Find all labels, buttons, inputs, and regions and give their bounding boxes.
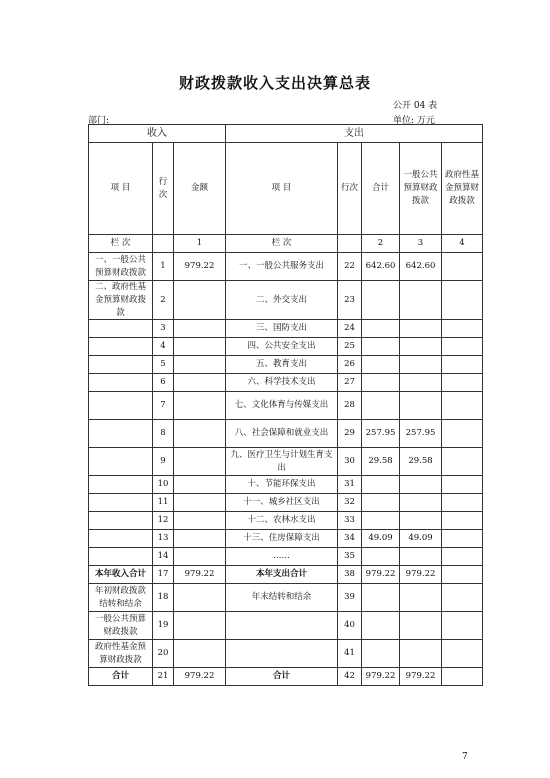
- gov-fund-amount-cell: [442, 448, 483, 476]
- table-row: [89, 640, 483, 668]
- expense-total-cell: [362, 356, 400, 374]
- income-amount-cell: [174, 420, 226, 448]
- gov-fund-amount-cell: [442, 374, 483, 392]
- income-row-no-cell: 4: [153, 338, 174, 356]
- table-row: [89, 338, 483, 356]
- department-label: 部门:: [88, 116, 110, 126]
- income-section-header: 收入: [89, 125, 226, 143]
- expense-item-cell: 十一、城乡社区支出: [226, 494, 338, 512]
- income-item-cell: [89, 320, 153, 338]
- expense-section-header: 支出: [226, 125, 483, 143]
- table-row: [89, 584, 483, 612]
- general-budget-amount-cell: [400, 584, 442, 612]
- income-amount-cell: [174, 392, 226, 420]
- column-index-1: 1: [174, 235, 226, 253]
- table-row: [89, 320, 483, 338]
- income-row-no-cell: 14: [153, 548, 174, 566]
- income-item-header: 项 目: [89, 143, 153, 235]
- expense-total-cell: 29.58: [362, 448, 400, 476]
- expense-total-cell: [362, 338, 400, 356]
- gov-fund-amount-cell: [442, 584, 483, 612]
- general-budget-amount-cell: [400, 476, 442, 494]
- expense-item-cell: 七、文化体育与传媒支出: [226, 392, 338, 420]
- gov-fund-amount-cell: [442, 548, 483, 566]
- expense-total-cell: [362, 640, 400, 668]
- expense-total-cell: 979.22: [362, 566, 400, 584]
- table-row: [89, 420, 483, 448]
- table-row: [89, 566, 483, 584]
- table-row: [89, 356, 483, 374]
- table-row: [89, 668, 483, 686]
- general-budget-amount-cell: [400, 548, 442, 566]
- form-code: 公开 04 表: [393, 101, 438, 111]
- expense-row-no-cell: 35: [338, 548, 362, 566]
- income-row-no-cell: 19: [153, 612, 174, 640]
- expense-total-cell: [362, 281, 400, 320]
- expense-item-cell: 一、一般公共服务支出: [226, 253, 338, 281]
- expense-item-cell: 八、社会保障和就业支出: [226, 420, 338, 448]
- gov-fund-amount-cell: [442, 420, 483, 448]
- income-item-cell: 合计: [89, 668, 153, 686]
- income-row-no-cell: 17: [153, 566, 174, 584]
- unit-label: 单位: 万元: [393, 116, 435, 126]
- income-amount-cell: [174, 548, 226, 566]
- income-row-no-cell: 5: [153, 356, 174, 374]
- expense-total-cell: [362, 612, 400, 640]
- expense-item-cell: 十二、农林水支出: [226, 512, 338, 530]
- income-amount-cell: [174, 356, 226, 374]
- table-row: [89, 612, 483, 640]
- expense-item-cell: 合计: [226, 668, 338, 686]
- general-budget-amount-cell: [400, 392, 442, 420]
- expense-row-no-cell: 25: [338, 338, 362, 356]
- income-item-cell: 一、一般公共预算财政拨款: [89, 253, 153, 281]
- expense-total-header: 合计: [362, 143, 400, 235]
- gov-fund-amount-cell: [442, 668, 483, 686]
- expense-item-cell: 六、科学技术支出: [226, 374, 338, 392]
- income-item-cell: 政府性基金预算财政拨款: [89, 640, 153, 668]
- general-budget-amount-cell: [400, 281, 442, 320]
- gov-fund-amount-cell: [442, 356, 483, 374]
- general-budget-amount-cell: 642.60: [400, 253, 442, 281]
- expense-item-cell: [226, 612, 338, 640]
- expense-row-no-cell: 34: [338, 530, 362, 548]
- gov-fund-header: 政府性基金预算财政拨款: [442, 143, 483, 235]
- expense-row-no-cell: 23: [338, 281, 362, 320]
- income-amount-cell: [174, 494, 226, 512]
- expense-item-cell: 四、公共安全支出: [226, 338, 338, 356]
- income-amount-cell: [174, 338, 226, 356]
- general-budget-amount-cell: [400, 640, 442, 668]
- table-row: [89, 494, 483, 512]
- fiscal-summary-table: [88, 124, 483, 686]
- expense-row-no-cell: 27: [338, 374, 362, 392]
- income-amount-cell: 979.22: [174, 668, 226, 686]
- expense-item-cell: 十三、住房保障支出: [226, 530, 338, 548]
- column-index-4: 4: [442, 235, 483, 253]
- expense-total-cell: [362, 584, 400, 612]
- income-row-no-cell: 1: [153, 253, 174, 281]
- gov-fund-amount-cell: [442, 338, 483, 356]
- expense-item-cell: 本年支出合计: [226, 566, 338, 584]
- column-index-3: 3: [400, 235, 442, 253]
- gov-fund-amount-cell: [442, 281, 483, 320]
- income-item-cell: 二、政府性基金预算财政拨款: [89, 281, 153, 320]
- gov-fund-amount-cell: [442, 566, 483, 584]
- income-item-cell: [89, 420, 153, 448]
- income-amount-cell: [174, 612, 226, 640]
- income-item-cell: 一般公共预算财政拨款: [89, 612, 153, 640]
- expense-row-no-cell: 28: [338, 392, 362, 420]
- column-index-row: [89, 235, 483, 253]
- expense-row-no-cell: 26: [338, 356, 362, 374]
- table-row: [89, 512, 483, 530]
- gov-fund-amount-cell: [442, 494, 483, 512]
- header-row-sections: [89, 125, 483, 143]
- expense-total-cell: [362, 476, 400, 494]
- gov-fund-amount-cell: [442, 392, 483, 420]
- income-amount-cell: 979.22: [174, 566, 226, 584]
- gov-fund-amount-cell: [442, 320, 483, 338]
- income-row-no-header: 行次: [153, 143, 174, 235]
- income-row-no-cell: 11: [153, 494, 174, 512]
- expense-row-no-cell: 42: [338, 668, 362, 686]
- table-row: [89, 374, 483, 392]
- table-row: [89, 281, 483, 320]
- income-row-no-cell: 21: [153, 668, 174, 686]
- general-budget-amount-cell: [400, 338, 442, 356]
- income-amount-cell: [174, 448, 226, 476]
- table-row: [89, 530, 483, 548]
- income-row-no-cell: 18: [153, 584, 174, 612]
- expense-total-cell: 257.95: [362, 420, 400, 448]
- income-amount-cell: [174, 281, 226, 320]
- expense-total-cell: [362, 548, 400, 566]
- income-row-no-cell: 7: [153, 392, 174, 420]
- column-index-label: 栏 次: [89, 235, 153, 253]
- expense-item-cell: 九、医疗卫生与计划生育支出: [226, 448, 338, 476]
- general-budget-amount-cell: [400, 320, 442, 338]
- expense-total-cell: [362, 320, 400, 338]
- general-budget-header: 一般公共预算财政拨款: [400, 143, 442, 235]
- general-budget-amount-cell: [400, 374, 442, 392]
- income-item-cell: [89, 548, 153, 566]
- expense-total-cell: [362, 392, 400, 420]
- gov-fund-amount-cell: [442, 640, 483, 668]
- table-row: [89, 476, 483, 494]
- general-budget-amount-cell: [400, 494, 442, 512]
- table-row: [89, 392, 483, 420]
- expense-item-cell: 三、国防支出: [226, 320, 338, 338]
- income-item-cell: 本年收入合计: [89, 566, 153, 584]
- page-number: 7: [462, 752, 468, 762]
- income-row-no-cell: 2: [153, 281, 174, 320]
- expense-total-cell: 979.22: [362, 668, 400, 686]
- income-amount-header: 金额: [174, 143, 226, 235]
- column-index-2: 2: [362, 235, 400, 253]
- general-budget-amount-cell: 979.22: [400, 566, 442, 584]
- income-row-no-cell: 8: [153, 420, 174, 448]
- expense-total-cell: [362, 512, 400, 530]
- income-row-no-cell: 12: [153, 512, 174, 530]
- expense-item-cell: 二、外交支出: [226, 281, 338, 320]
- income-row-no-cell: 9: [153, 448, 174, 476]
- income-item-cell: [89, 392, 153, 420]
- header-row-columns: [89, 143, 483, 235]
- expense-row-no-cell: 40: [338, 612, 362, 640]
- expense-total-cell: 642.60: [362, 253, 400, 281]
- gov-fund-amount-cell: [442, 512, 483, 530]
- general-budget-amount-cell: 29.58: [400, 448, 442, 476]
- expense-total-cell: 49.09: [362, 530, 400, 548]
- expense-row-no-cell: 24: [338, 320, 362, 338]
- expense-row-no-cell: 39: [338, 584, 362, 612]
- income-item-cell: [89, 374, 153, 392]
- income-item-cell: [89, 448, 153, 476]
- expense-row-no-cell: 38: [338, 566, 362, 584]
- column-index-blank: [153, 235, 174, 253]
- expense-item-cell: 年末结转和结余: [226, 584, 338, 612]
- expense-row-no-cell: 33: [338, 512, 362, 530]
- gov-fund-amount-cell: [442, 530, 483, 548]
- expense-row-no-cell: 22: [338, 253, 362, 281]
- income-row-no-cell: 3: [153, 320, 174, 338]
- general-budget-amount-cell: 49.09: [400, 530, 442, 548]
- expense-item-cell: ……: [226, 548, 338, 566]
- column-index-label: 栏 次: [226, 235, 338, 253]
- column-index-blank: [338, 235, 362, 253]
- general-budget-amount-cell: 257.95: [400, 420, 442, 448]
- expense-row-no-cell: 31: [338, 476, 362, 494]
- expense-row-no-cell: 41: [338, 640, 362, 668]
- income-amount-cell: [174, 512, 226, 530]
- expense-item-cell: 五、教育支出: [226, 356, 338, 374]
- page-title: 财政拨款收入支出决算总表: [178, 74, 371, 92]
- general-budget-amount-cell: 979.22: [400, 668, 442, 686]
- gov-fund-amount-cell: [442, 476, 483, 494]
- income-row-no-cell: 10: [153, 476, 174, 494]
- table-row: [89, 253, 483, 281]
- income-item-cell: [89, 476, 153, 494]
- expense-total-cell: [362, 374, 400, 392]
- income-amount-cell: [174, 584, 226, 612]
- table-row: [89, 448, 483, 476]
- expense-row-no-header: 行次: [338, 143, 362, 235]
- expense-row-no-cell: 32: [338, 494, 362, 512]
- income-row-no-cell: 6: [153, 374, 174, 392]
- general-budget-amount-cell: [400, 356, 442, 374]
- income-item-cell: [89, 356, 153, 374]
- income-amount-cell: [174, 374, 226, 392]
- expense-row-no-cell: 29: [338, 420, 362, 448]
- income-row-no-cell: 13: [153, 530, 174, 548]
- expense-item-cell: 十、节能环保支出: [226, 476, 338, 494]
- gov-fund-amount-cell: [442, 253, 483, 281]
- general-budget-amount-cell: [400, 512, 442, 530]
- expense-total-cell: [362, 494, 400, 512]
- income-amount-cell: [174, 640, 226, 668]
- income-amount-cell: 979.22: [174, 253, 226, 281]
- income-row-no-cell: 20: [153, 640, 174, 668]
- income-item-cell: [89, 494, 153, 512]
- expense-item-header: 项 目: [226, 143, 338, 235]
- income-amount-cell: [174, 320, 226, 338]
- income-item-cell: [89, 338, 153, 356]
- income-item-cell: [89, 530, 153, 548]
- gov-fund-amount-cell: [442, 612, 483, 640]
- income-amount-cell: [174, 476, 226, 494]
- table-row: [89, 548, 483, 566]
- expense-row-no-cell: 30: [338, 448, 362, 476]
- income-item-cell: [89, 512, 153, 530]
- income-amount-cell: [174, 530, 226, 548]
- income-item-cell: 年初财政拨款结转和结余: [89, 584, 153, 612]
- general-budget-amount-cell: [400, 612, 442, 640]
- expense-item-cell: [226, 640, 338, 668]
